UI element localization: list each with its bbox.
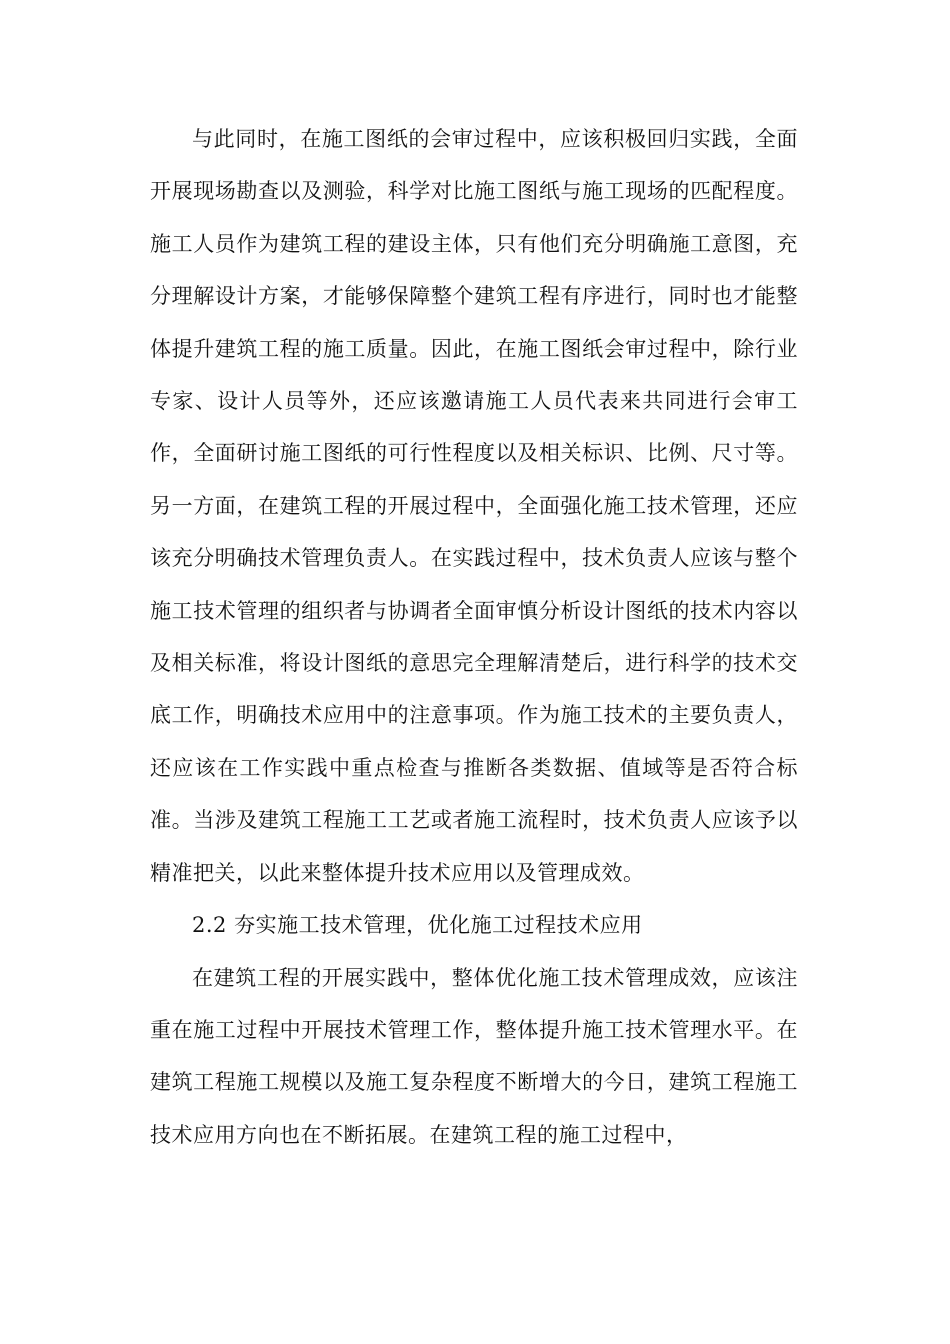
body-paragraph-2: 在建筑工程的开展实践中，整体优化施工技术管理成效，应该注重在施工过程中开展技术管理工作，整体提升施工技术管理水平。在建筑工程施工规模以及施工复杂程度不断增大的今日，建筑工程施工技术应用方向也在不断拓展。在建筑工程的施工过程中，: [150, 965, 798, 1147]
section-heading: 2.2 夯实施工技术管理，优化施工过程技术应用: [192, 913, 643, 938]
document-body: [150, 113, 798, 1161]
body-paragraph-1: 与此同时，在施工图纸的会审过程中，应该积极回归实践，全面开展现场勘查以及测验，科学对比施工图纸与施工现场的匹配程度。施工人员作为建筑工程的建设主体，只有他们充分明确施工意图，充分理解设计方案，才能够保障整个建筑工程有序进行，同时也才能整体提升建筑工程的施工质量。因此，在施工图纸会审过程中，除行业专家、设计人员等外，还应该邀请施工人员代表来共同进行会审工作，全面研讨施工图纸的可行性程度以及相关标识、比例、尺寸等。另一方面，在建筑工程的开展过程中，全面强化施工技术管理，还应该充分明确技术管理负责人。在实践过程中，技术负责人应该与整个施工技术管理的组织者与协调者全面审慎分析设计图纸的技术内容以及相关标准，将设计图纸的意思完全理解清楚后，进行科学的技术交底工作，明确技术应用中的注意事项。作为施工技术的主要负责人，还应该在工作实践中重点检查与推断各类数据、值域等是否符合标准。当涉及建筑工程施工工艺或者施工流程时，技术负责人应该予以精准把关，以此来整体提升技术应用以及管理成效。: [150, 127, 798, 885]
